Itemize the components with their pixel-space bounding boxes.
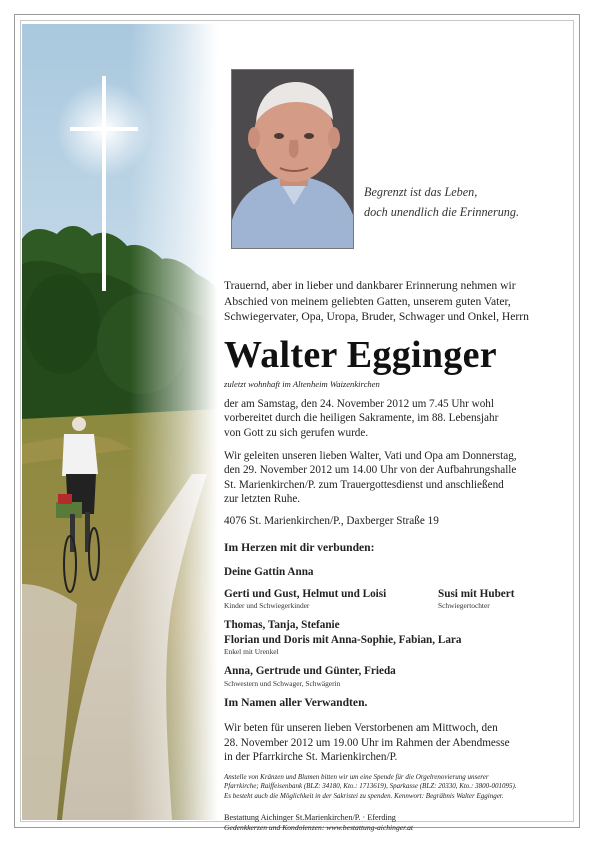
notice-line-3: Es besteht auch die Möglichkeit in der Sakristei zu spenden. Kennwort: Begräbnis Walter Egginger. — [224, 791, 504, 800]
children-label: Kinder und Schwiegerkinder — [224, 601, 310, 611]
quote — [364, 182, 564, 222]
grandchildren-line-1: Thomas, Tanja, Stefanie — [224, 619, 340, 632]
intro-line-3: Schwiegervater, Opa, Uropa, Bruder, Schwager und Onkel, Herrn — [224, 310, 529, 324]
siblings — [224, 664, 564, 689]
footer-undertaker: Bestattung Aichinger St.Marienkirchen/P. · Eferding — [224, 812, 396, 822]
family-heading: Im Herzen mit dir verbunden: — [224, 540, 375, 554]
death-line-3: von Gott zu sich gerufen wurde. — [224, 426, 369, 439]
siblings-label: Schwestern und Schwager, Schwägerin — [224, 678, 341, 688]
notice-line-2: Pfarrkirche; Raiffeisenbank (BLZ: 34180, Kto.: 1713619), Sparkasse (BLZ: 20330, Kto.: 3800-001095). — [224, 782, 517, 791]
prayer-line-3: in der Pfarrkirche St. Marienkirchen/P. — [224, 751, 398, 764]
obituary-text — [224, 278, 564, 834]
intro-line-2: Abschied von meinem geliebten Gatten, unserem guten Vater, — [224, 294, 511, 308]
quote-line-1: Begrenzt ist das Leben, — [364, 185, 478, 199]
children-row — [224, 587, 564, 612]
funeral-line-1: Wir geleiten unseren lieben Walter, Vati und Opa am Donnerstag, — [224, 449, 517, 462]
grandchildren-label: Enkel mit Urenkel — [224, 647, 279, 657]
funeral-line-4: zur letzten Ruhe. — [224, 493, 301, 506]
funeral-paragraph — [224, 449, 564, 507]
grandchildren — [224, 618, 564, 657]
deceased-name: Walter Egginger — [224, 333, 497, 376]
death-line-1: der am Samstag, den 24. November 2012 um 7.45 Uhr wohl — [224, 397, 495, 410]
children-names: Gerti und Gust, Helmut und Loisi — [224, 587, 387, 600]
daughter-in-law-label: Schwiegertochter — [438, 601, 490, 611]
prayer-line-2: 28. November 2012 um 19.00 Uhr im Rahmen der Abendmesse — [224, 736, 510, 749]
address: 4076 St. Marienkirchen/P., Daxberger Straße 19 — [224, 514, 439, 527]
funeral-line-2: den 29. November 2012 um 14.00 Uhr von der Aufbahrungshalle — [224, 464, 517, 477]
notice-line-1: Anstelle von Kränzen und Blumen bitten wir um eine Spende für die Orgelrenovierung unserer — [224, 772, 489, 781]
death-line-2: vorbereitet durch die heiligen Sakramente, im 88. Lebensjahr — [224, 412, 499, 425]
siblings-names: Anna, Gertrude und Günter, Frieda — [224, 665, 396, 678]
scene-image — [22, 24, 218, 820]
wife: Deine Gattin Anna — [224, 565, 314, 578]
intro-line-1: Trauernd, aber in lieber und dankbarer Erinnerung nehmen wir — [224, 279, 516, 292]
footer-website: Gedenkkerzen und Kondolenzen: www.bestattung-aichinger.at — [224, 823, 414, 833]
prayer-paragraph — [224, 721, 564, 765]
daughter-in-law-names: Susi mit Hubert — [438, 587, 515, 600]
family-closing: Im Namen aller Verwandten. — [224, 695, 368, 709]
prayer-line-1: Wir beten für unseren lieben Verstorbenen am Mittwoch, den — [224, 721, 498, 734]
grandchildren-line-2: Florian und Doris mit Anna-Sophie, Fabian, Lara — [224, 633, 462, 646]
last-residence: zuletzt wohnhaft im Altenheim Waizenkirchen — [224, 378, 380, 389]
footer — [224, 813, 564, 834]
death-paragraph — [224, 397, 564, 441]
donation-notice — [224, 773, 564, 801]
portrait-photo — [231, 69, 354, 249]
funeral-line-3: St. Marienkirchen/P. zum Trauergottesdienst und anschließend — [224, 478, 504, 491]
intro-paragraph — [224, 278, 564, 325]
quote-line-2: doch unendlich die Erinnerung. — [364, 205, 520, 219]
